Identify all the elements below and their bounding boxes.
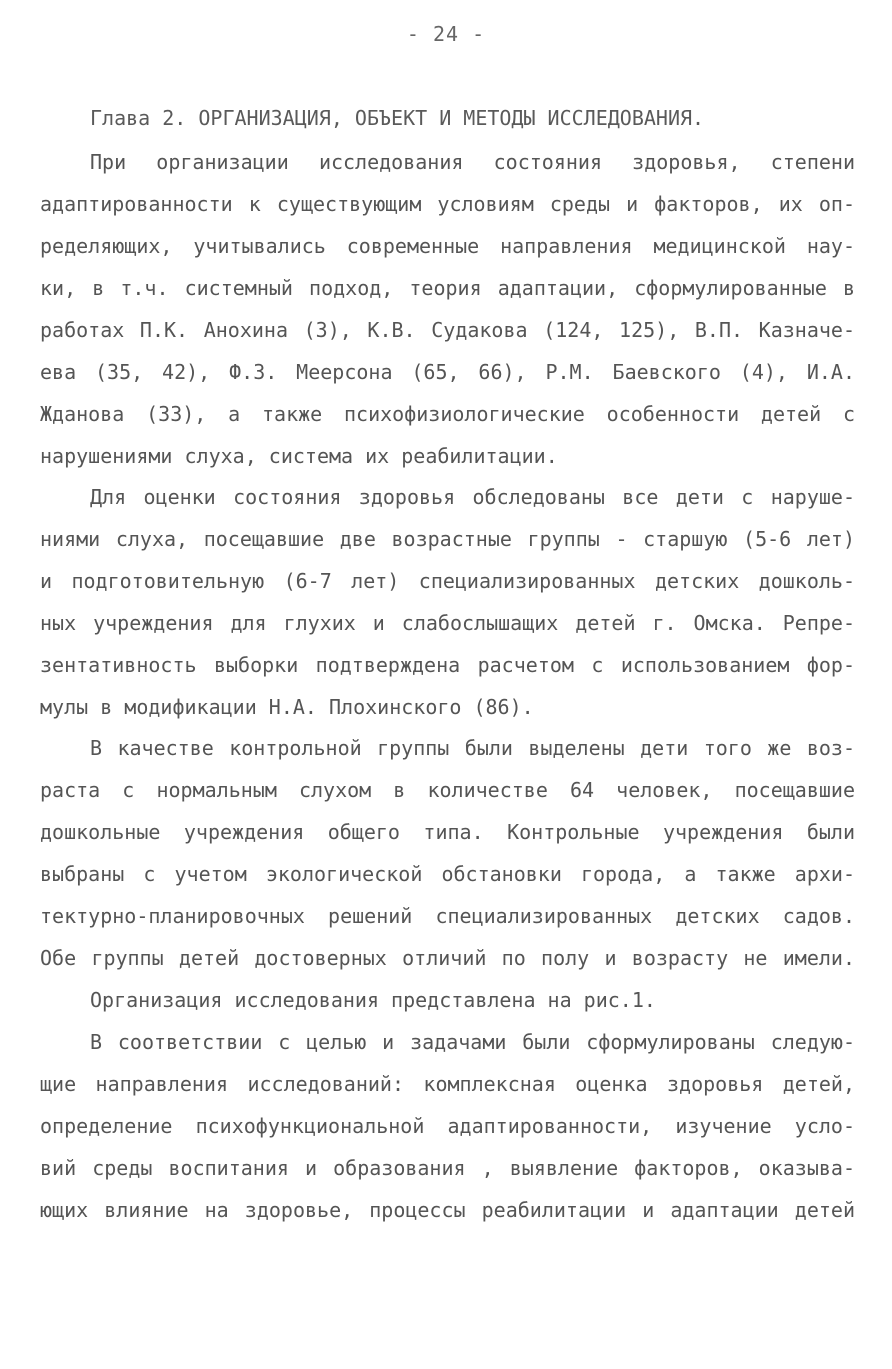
chapter-heading: Глава 2. ОРГАНИЗАЦИЯ, ОБЪЕКТ И МЕТОДЫ ИССЛЕДОВАНИЯ. — [90, 106, 705, 130]
text-line: Организация исследования представлена на рис.1. — [90, 988, 656, 1012]
text-line: раста с нормальным слухом в количестве 64 человек, посещавшие — [40, 778, 855, 802]
text-line: вий среды воспитания и образования , выявление факторов, оказыва- — [40, 1156, 855, 1180]
text-line: В качестве контрольной группы были выделены дети того же воз- — [90, 736, 855, 760]
text-line: тектурно-планировочных решений специализированных детских садов. — [40, 904, 855, 928]
text-line: Для оценки состояния здоровья обследованы все дети с наруше- — [90, 485, 855, 509]
text-line: В соответствии с целью и задачами были сформулированы следую- — [90, 1030, 855, 1054]
text-line: работах П.К. Анохина (3), К.В. Судакова (124, 125), В.П. Казначе- — [40, 318, 855, 342]
text-line: Жданова (33), а также психофизиологические особенности детей с — [40, 402, 855, 426]
text-line: ниями слуха, посещавшие две возрастные группы - старшую (5-6 лет) — [40, 527, 855, 551]
text-line: адаптированности к существующим условиям среды и факторов, их оп- — [40, 192, 855, 216]
text-line: ределяющих, учитывались современные направления медицинской нау- — [40, 234, 855, 258]
text-line: определение психофункциональной адаптированности, изучение усло- — [40, 1114, 855, 1138]
page-number: - 24 - — [406, 22, 486, 46]
text-line: мулы в модификации Н.А. Плохинского (86). — [40, 695, 534, 719]
text-line: ева (35, 42), Ф.З. Меерсона (65, 66), Р.М. Баевского (4), И.А. — [40, 360, 855, 384]
text-line: ющих влияние на здоровье, процессы реабилитации и адаптации детей — [40, 1198, 855, 1222]
text-line: зентативность выборки подтверждена расчетом с использованием фор- — [40, 653, 855, 677]
text-line: дошкольные учреждения общего типа. Контрольные учреждения были — [40, 820, 855, 844]
text-line: Обе группы детей достоверных отличий по полу и возрасту не имели. — [40, 946, 855, 970]
text-line: нарушениями слуха, система их реабилитации. — [40, 444, 558, 468]
text-line: и подготовительную (6-7 лет) специализированных детских дошколь- — [40, 569, 855, 593]
text-line: выбраны с учетом экологической обстановки города, а также архи- — [40, 862, 855, 886]
text-line: ки, в т.ч. системный подход, теория адаптации, сформулированные в — [40, 276, 855, 300]
text-line: При организации исследования состояния здоровья, степени — [90, 150, 855, 174]
text-line: щие направления исследований: комплексная оценка здоровья детей, — [40, 1072, 855, 1096]
text-line: ных учреждения для глухих и слабослышащих детей г. Омска. Репре- — [40, 611, 855, 635]
